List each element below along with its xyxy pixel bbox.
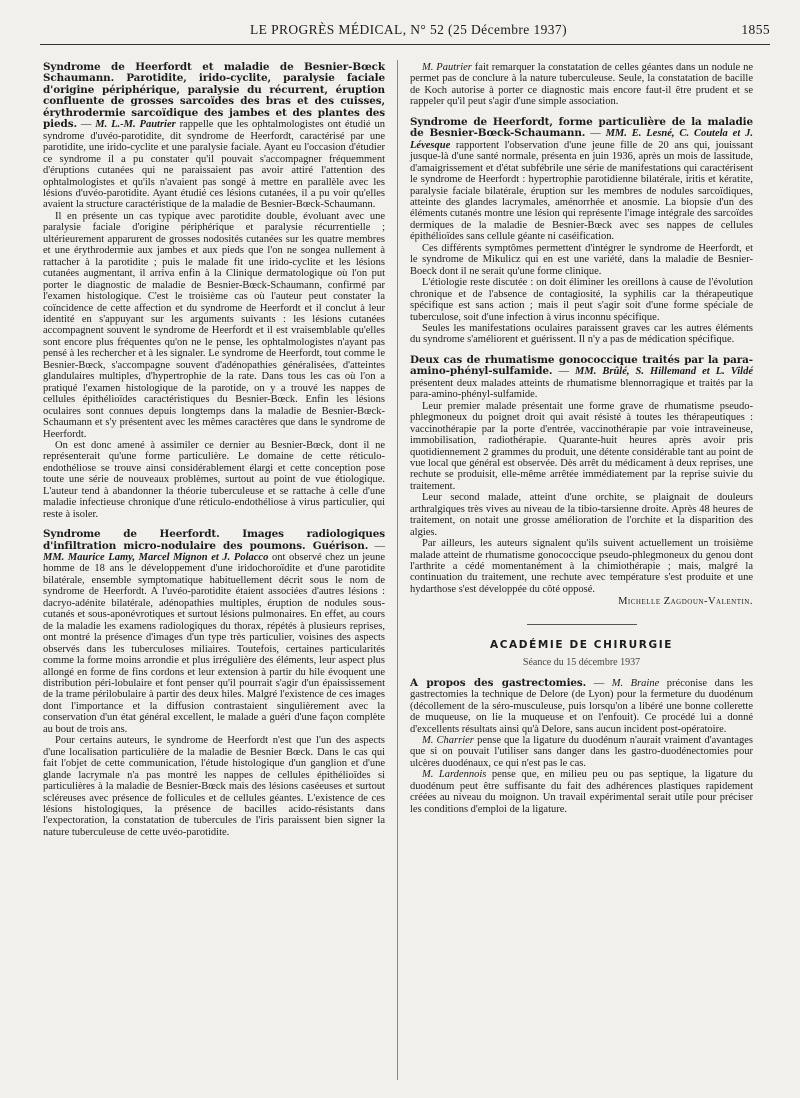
paragraph-text: Seules les manifestations oculaires paraissent graves car les autres éléments du syndrome s'améliorent et guérissent. Il n'y a pas de médication spécifique. [410,322,753,346]
paragraph-text: présentent deux malades atteints de rhumatisme blennorragique et traités par la para-amino-phényl-sulfamide. [410,377,753,401]
signature: Michelle Zagdoun-Valentin. [618,596,753,608]
page-number: 1855 [741,22,770,37]
article-title: Deux cas de rhumatisme gonococcique traités par la para-amino-phényl-sulfamide. [410,353,753,378]
article-paragraph [410,62,753,108]
article-paragraph: Deux cas de rhumatisme gonococcique traités par la para-amino-phényl-sulfamide. — MM. Brûlé, S. Hillemand et L. Vildé présentent deux malades atteints de rhumatisme blennorragique et traités par la para-amino-phényl-sulfamide. [410,353,754,401]
article-title: Syndrome de Heerfordt. Images radiologiques d'infiltration micro-nodulaire des poumons. Guérison. [43,528,385,552]
discussant: M. Charrier [422,735,474,747]
article-gonococcal-rheumatism [410,355,753,608]
article-authors: M. L.-M. Pautrier [95,119,176,131]
article-paragraph [410,769,753,815]
paragraph-text: Ces différents symptômes permettent d'intégrer le syndrome de Heerfordt, et le syndrome de Mikulicz qui en est une variété, dans la maladie de Besnier-Boeck dont il ne serait qu'une forme clinique. [410,242,753,277]
article-heerfordt-besnier-boeck [43,62,385,520]
paragraph-text: Il en présente un cas typique avec parotidite double, évoluant avec une paralysie faciale d'origine périphérique et paralysie récurrentielle ; ultérieurement apparurent de grosses nodosités cutanées sur les quatre membres et une érythrodermie aux jambes et aux pieds que l'on ne songea nullement à rattacher à la parotidite ; puis le malade fit une irido-cyclite et les lésions cutanées augmentant, il arriva enfin à la Clinique dermatologique où l'on put porter le diagnostic de maladie de Besnier-Bœck-Schaumann, confirmé par l'examen histologique. C'est le troisième cas où l'auteur peut constater la coïncidence de cette affection et du syndrome de Heerfordt et il conclut à leur identité en s'appuyant sur les arguments suivants : les lésions cutanées accompagnent souvent le syndrome de Heerfordt et il est vraisemblable qu'elles sont encore plus fréquentes qu'on ne le pense, les ophtalmologistes n'ayant pas pensé à les rechercher et à les signaler. Le syndrome de Heerfordt, tout comme le Besnier-Bœck, s'accompagne souvent d'adénopathies généralisées, d'atteintes glandulaires multiples, d'hypertrophie de la rate. Dans tous les cas où l'on a pratiqué l'examen histologique de la parotide, on y a trouvé les nappes de cellules épithélioïdes caractéristiques du Besnier-Bœck. Enfin les lésions oculaires sont connues depuis longtemps dans la maladie de Besnier-Bœck-Schaumann et s'y présentent avec les mêmes caractères que dans le syndrome de Heerfordt. [43,210,385,440]
session-date: Séance du 15 décembre 1937 [522,657,641,669]
article-title: A propos des gastrectomies. [410,676,587,689]
article-paragraph [410,735,753,769]
paragraph-text: Leur second malade, atteint d'une orchite, se plaignait de douleurs arthralgiques très vives au niveau de la tibio-tarsienne droite. Après 48 heures de traitement, on notait une grosse amélioration de l'orchite et la disparition des algies. [410,492,753,538]
article-heerfordt-radiology [43,529,385,838]
running-title: LE PROGRÈS MÉDICAL, N° 52 (25 Décembre 1937) [250,22,567,37]
article-authors: MM. Brûlé, S. Hillemand et L. Vildé [575,366,754,378]
article-title: Syndrome de Heerfordt et maladie de Besnier-Bœck Schaumann. Parotidite, irido-cyclite, paralysie faciale d'origine périphérique, paralysie du récurrent, éruption confluente de grosses sarcoïdes des bras et des cuisses, érythrodermie sarcoïdique des jambes et des plantes des pieds. [43,61,385,131]
header-rule [40,44,770,45]
paragraph-text: rappelle que les ophtalmologistes ont étudié un syndrome d'uvéo-parotidite, dit syndrome de Heerfordt, caractérisé par une parotidite, une irido-cyclite et une paralysie faciale. Ayant eu l'occasion d'étudier ce syndrome il a pu constater qu'il pouvait s'accompagner fréquemment d'éruptions cutanées qui ne paraissaient pas avoir attiré l'attention des ophtalmologistes et qu'ils n'avaient pas songé à mettre en parallèle avec les lésions d'uvéo-parotidite. Ayant étudié ces lésions cutanées, il a pu voir qu'elles avaient la structure caractéristique de la maladie de Besnier-Bœck-Schaumann. [43,119,385,211]
article-title: Syndrome de Heerfordt, forme particulière de la maladie de Besnier-Bœck-Schaumann. [410,115,753,140]
paragraph-text: préconise dans les gastrectomies la technique de Delore (de Lyon) pour la fermeture du duodénum (décollement de la séro-musculeuse, puis lorsqu'on a libéré une bonne collerette de muqueuse, on lie la muqueuse et on l'enfouit). Ce procédé lui a donné d'excellents résultats ainsi qu'à Delore, sans aucun incident post-opératoire. [410,677,754,735]
article-paragraph: Syndrome de Heerfordt. Images radiologiques d'infiltration micro-nodulaire des poumons. Guérison. — MM. Maurice Lamy, Marcel Mignon et J. Polacco ont observé chez un jeune homme de 18 ans le développement d'une iridochoroïdite et d'une parotidite bilatérale, ensemble symptomatique habituellement décrit sous le nom de syndrome de Heerfordt. A l'uvéo-parotidite étaient associées d'autres lésions : dacryo-adénite bilatérale, adénopathies multiples, éruption de nodules sous-cutanés et sous-aponévrotiques et surtout lésions pulmonaires. En effet, au cours de la maladie les examens radiologiques du thorax, répétés à plusieurs reprises, ont montré la présence d'images d'un type très particulier, voisines des aspects observés dans les tuberculoses miliaires. Toutefois, certaines particularités comme la forme moins arrondie et plus irrégulière des éléments, leur aspect plus allongé en forme de fins cordons et leur extension à partir du hile évoquent une distribution péri-lobulaire et font penser qu'il pourrait s'agir d'un épaississement de la trame périlobulaire à partir des deux hiles. Malgré l'existence de ces images dont l'importance et la diffusion contrastaient singulièrement avec la conservation d'un état général excellent, le malade a guéri d'une façon complète au bout de trois ans. [43,528,386,735]
article-paragraph: Syndrome de Heerfordt et maladie de Besnier-Bœck Schaumann. Parotidite, irido-cyclite, paralysie faciale d'origine périphérique, paralysie du récurrent, éruption confluente de grosses sarcoïdes des bras et des cuisses, érythrodermie sarcoïdique des jambes et des plantes des pieds. — M. L.-M. Pautrier rappelle que les ophtalmologistes ont étudié un syndrome d'uvéo-parotidite, dit syndrome de Heerfordt, caractérisé par une parotidite, une irido-cyclite et une paralysie faciale. Ayant eu l'occasion d'étudier ce syndrome il a pu constater qu'il pouvait s'accompagner fréquemment d'éruptions cutanées qui ne paraissaient pas avoir attiré l'attention des ophtalmologistes et qu'ils n'avaient pas songé à mettre en parallèle avec les lésions d'uvéo-parotidite. Ayant étudié ces lésions cutanées, il a pu voir qu'elles avaient la structure caractéristique de la maladie de Besnier-Bœck-Schaumann. [43,61,385,211]
page-header [40,22,770,46]
article-authors: MM. Maurice Lamy, Marcel Mignon et J. Polacco [43,552,269,564]
paragraph-text: ont observé chez un jeune homme de 18 ans le développement d'une iridochoroïdite et d'une parotidite bilatérale, ensemble symptomatique habituellement décrit sous le nom de syndrome de Heerfordt. A l'uvéo-parotidite étaient associées d'autres lésions : dacryo-adénite bilatérale, adénopathies multiples, éruption de nodules sous-cutanés et sous-aponévrotiques et surtout lésions pulmonaires. En effet, au cours de la maladie les examens radiologiques du thorax, répétés à plusieurs reprises, ont montré la présence d'images d'un type très particulier, voisines des aspects observés dans les tuberculoses miliaires. Toutefois, certaines particularités comme la forme moins arrondie et plus irrégulière des éléments, leur aspect plus allongé en forme de fins cordons et leur extension à partir du hile évoquent une distribution péri-lobulaire et font penser qu'il pourrait s'agir d'un épaississement de la trame périlobulaire à partir des deux hiles. Malgré l'existence de ces images dont l'importance et la diffusion contrastaient singulièrement avec la conservation d'un état général excellent, le malade a guéri d'une façon complète au bout de trois ans. [43,552,385,735]
paragraph-text: fait remarquer la constatation de celles géantes dans un nodule ne permet pas de conclure à la nature tuberculeuse. Seule, la constatation de bacille de Koch autorise à porter ce diagnostic mais encore faut-il être prudent et se rappeler qu'il peut s'agir d'une simple association. [410,62,753,108]
column-divider [397,60,398,1080]
discussant: M. Lardennois [422,769,487,781]
section-title: ACADÉMIE DE CHIRURGIE [490,638,673,651]
article-paragraph: A propos des gastrectomies. — M. Braine préconise dans les gastrectomies la technique de Delore (de Lyon) pour la fermeture du duodénum (décollement de la séro-musculeuse, puis lorsqu'on a libéré une bonne collerette de muqueuse, on lie la muqueuse et on l'enfouit). Ce procédé lui a donné d'excellents résultats ainsi qu'à Delore, sans aucun incident post-opératoire. [410,676,754,735]
discussant: M. Pautrier [422,62,472,73]
right-column [410,62,753,815]
paragraph-text: pense que la ligature du duodénum n'aurait vraiment d'avantages que si on pouvait l'utiliser sans danger dans les gastro-duodénectomies pour ulcères duodénaux, ce qui n'est pas le cas. [410,735,753,769]
left-column [43,62,385,838]
article-authors: M. Braine [611,677,660,689]
section-divider [527,624,637,625]
paragraph-text: Pour certains auteurs, le syndrome de Heerfordt n'est que l'un des aspects d'une localisation particulière de la maladie de Besnier Bœck. Dans le cas qui fait l'objet de cette communication, l'étude histologique d'un ganglion et d'une glande lacrymale n'a pas montré les nappes de cellules épithélioïdes si particulières à la maladie de Besnier-Bœck mais des lésions caséeuses et surtout scléreuses avec présence de follicules et de cellules géantes. L'existence de ces lésions histologiques, la présence de bacilles acido-résistants dans l'expectoration, la constatation de tubercules de l'iris paraissent bien signer la nature tuberculeuse de cette uvéo-parotidite. [43,735,385,838]
paragraph-text: pense que, en milieu peu ou pas septique, la ligature du duodénum peut être suffisante du fait des adhérences plastiques rapidement créées au niveau du moignon. Un travail expérimental serait utile pour préciser les conditions d'emploi de la ligature. [410,769,753,815]
paragraph-text: rapportent l'observation d'une jeune fille de 20 ans qui, jouissant jusque-là d'une santé normale, présenta en juin 1936, après un mois de lassitude, d'amaigrissement et d'état subfébrile une série de manifestations qui caractérisent le syndrome de Heerfordt : hypertrophie parotidienne bilatérale, iritis et kératite, paralysie faciale bilatérale, éruption sur les membres de nodules sarcoïdiques, atteinte des glandes lacrymales, aménorrhée et anosmie. La biopsie d'un des éléments cutanés montre une lésion qui représente l'image intégrale des sarcoïdes dermiques de la maladie de Besnier-Bœck avec ses nappes de cellules épithélioïdes sans cellule géante ni caséification. [410,139,753,243]
article-heerfordt-particular-form [410,117,753,346]
paragraph-text: On est donc amené à assimiler ce dernier au Besnier-Bœck, dont il ne représenterait qu'une forme particulière. Le domaine de cette réticulo-endothéliose se trouve ainsi considérablement élargi et cette conception pose toute une série de nouveaux problèmes, surtout au point de vue étiologique. L'auteur tend à abandonner la théorie tuberculeuse et se rattache à celle d'une maladie infectieuse chronique d'une réticulo-endothéliose à virus particulier, qui reste à isoler. [43,439,385,520]
academy-section [410,640,753,815]
paragraph-text: Leur premier malade présentait une forme grave de rhumatisme pseudo-phlegmoneux du poignet droit qui avait résisté à toutes les thérapeutiques : vaccinothérapie par la porte d'entrée, vaccinothérapie par voie intraveineuse, immobilisation, radiothérapie. Quarante-huit heures après avoir pris quotidiennement 2 grammes du produit, une détente considérable tant au point de vue local que général est observée. Dès arrêt du médicament à deux reprises, une rechute se produisit, elle-même arrêtée immédiatement par la reprise suivie du traitement. [410,400,753,492]
article-paragraph: Syndrome de Heerfordt, forme particulière de la maladie de Besnier-Bœck-Schaumann. — MM. E. Lesné, C. Coutela et J. Lévesque rapportent l'observation d'une jeune fille de 20 ans qui, jouissant jusque-là d'une santé normale, présenta en juin 1936, après un mois de lassitude, d'amaigrissement et d'état subfébrile une série de manifestations qui caractérisent le syndrome de Heerfordt : hypertrophie parotidienne bilatérale, iritis et kératite, paralysie faciale bilatérale, éruption sur les membres de nodules sarcoïdiques, atteinte des glandes lacrymales, aménorrhée et anosmie. La biopsie d'un des éléments cutanés montre une lésion qui représente l'image intégrale des sarcoïdes dermiques de la maladie de Besnier-Bœck avec ses nappes de cellules épithélioïdes sans cellule géante ni caséification. [410,115,753,243]
paragraph-text: L'étiologie reste discutée : on doit éliminer les oreillons à cause de l'évolution chronique et de l'absence de contagiosité, la syphilis car la thérapeutique spécifique est sans action ; mais il peut s'agir soit d'une forme spéciale de tuberculose, soit d'une infection à virus inconnu spécifique. [410,277,753,323]
paragraph-text: Par ailleurs, les auteurs signalent qu'ils suivent actuellement un troisième malade atteint de rhumatisme gonococcique pseudo-phlegmoneux du genou dont l'arthrite a cédé momentanément à la chimiothérapie ; mais, malgré la continuation du traitement, une rechute avec température s'est produite et une hydarthose s'est développée du côté opposé. [410,538,753,595]
article-authors: MM. E. Lesné, C. Coutela et J. Lévesque [410,128,753,151]
